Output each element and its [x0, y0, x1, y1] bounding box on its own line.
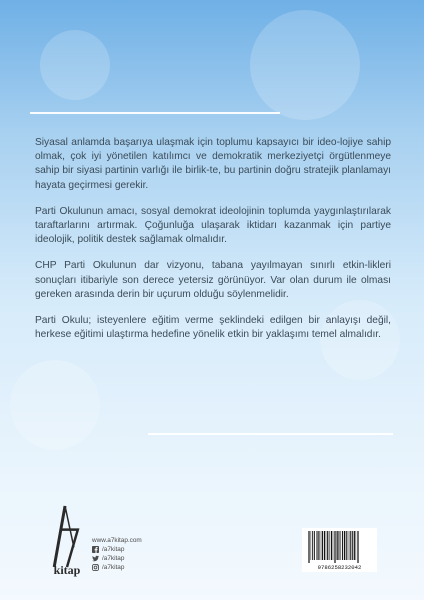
barcode-bar [356, 531, 357, 560]
barcode-bar [358, 531, 359, 563]
paragraph: CHP Parti Okulunun dar vizyonu, tabana yayılmayan sınırlı etkin-likleri sonuçları itibariyle son derece yetersiz görünüyor. Var olan durum ile olması gereken arasında derin bir uçurum olduğu söylenmelidir. [35, 260, 391, 300]
barcode-bar [344, 531, 345, 560]
paragraph: Siyasal anlamda başarıya ulaşmak için toplumu kapsayıcı bir ideo-lojiye sahip olmak, çok iyi yönetilen katılımcı ve demokratik merkeziyetçi örgütlenmeye sahip bir siyasi partinin varlığı ile birlik-te, bu partinin doğru stratejik planlamayı hayata geçirmesi gerekir. [35, 137, 391, 191]
isbn-barcode [302, 528, 377, 572]
barcode-bar [354, 531, 355, 560]
instagram-link[interactable] [92, 563, 142, 572]
website-link[interactable]: www.a7kitap.com [92, 537, 142, 544]
barcode-bar [348, 531, 349, 560]
twitter-icon [92, 555, 99, 562]
bokeh-light [10, 360, 100, 450]
barcode-bar [340, 531, 341, 560]
barcode-bar [334, 531, 335, 563]
barcode-bar [321, 531, 322, 560]
barcode-bar [327, 531, 328, 560]
barcode-bar [342, 531, 343, 560]
barcode-bar [311, 531, 312, 560]
barcode-bars [307, 531, 372, 563]
bottom-divider-line [148, 433, 393, 435]
twitter-handle: /a7kitap [102, 555, 125, 562]
barcode-bar [312, 531, 313, 560]
isbn-number: 9786258232042 [317, 564, 362, 571]
paragraph: Parti Okulu; isteyenlere eğitim verme şeklindeki edilgen bir anlayışı değil, herkese eğitimi ulaştırma hedefine yönelik etkin bir yaklaşımı temel almalıdır. [35, 315, 391, 341]
barcode-bar [335, 531, 336, 563]
barcode-bar [337, 531, 338, 560]
blurb-text [35, 136, 391, 354]
bokeh-light [40, 30, 110, 100]
barcode-bar [352, 531, 353, 560]
publisher-contacts [92, 536, 142, 578]
barcode-bar [317, 531, 318, 560]
publisher-logo [50, 504, 84, 578]
barcode-bar [326, 531, 327, 560]
instagram-handle: /a7kitap [102, 564, 125, 571]
barcode-bar [322, 531, 323, 560]
barcode-bar [324, 531, 325, 560]
a7-logo-icon [50, 504, 84, 569]
barcode-bar [333, 531, 334, 560]
twitter-link[interactable] [92, 554, 142, 563]
top-divider-line [30, 112, 280, 114]
barcode-bar [309, 531, 310, 563]
barcode-bar [331, 531, 332, 560]
barcode-bar [329, 531, 330, 560]
facebook-handle: /a7kitap [102, 546, 125, 553]
bokeh-light [250, 10, 360, 120]
barcode-bar [314, 531, 315, 560]
barcode-bar [346, 531, 347, 560]
barcode-bar [350, 531, 351, 560]
facebook-icon [92, 546, 99, 553]
barcode-bar [349, 531, 350, 560]
barcode-bar [357, 531, 358, 563]
barcode-bar [308, 531, 309, 563]
barcode-bar [338, 531, 339, 560]
publisher-block [50, 504, 142, 578]
logo-wordmark: kitap [53, 563, 81, 577]
instagram-icon [92, 564, 99, 571]
barcode-bar [316, 531, 317, 560]
barcode-bar [319, 531, 320, 560]
paragraph: Parti Okulunun amacı, sosyal demokrat ideolojinin toplumda yaygınlaştırılarak taraftarlarını artırmak. Çoğunluğa ulaşarak iktidarı kazanmak için partiye ideolojik, politik destek sağlamak olmalıdır. [35, 205, 391, 246]
facebook-link[interactable] [92, 545, 142, 554]
